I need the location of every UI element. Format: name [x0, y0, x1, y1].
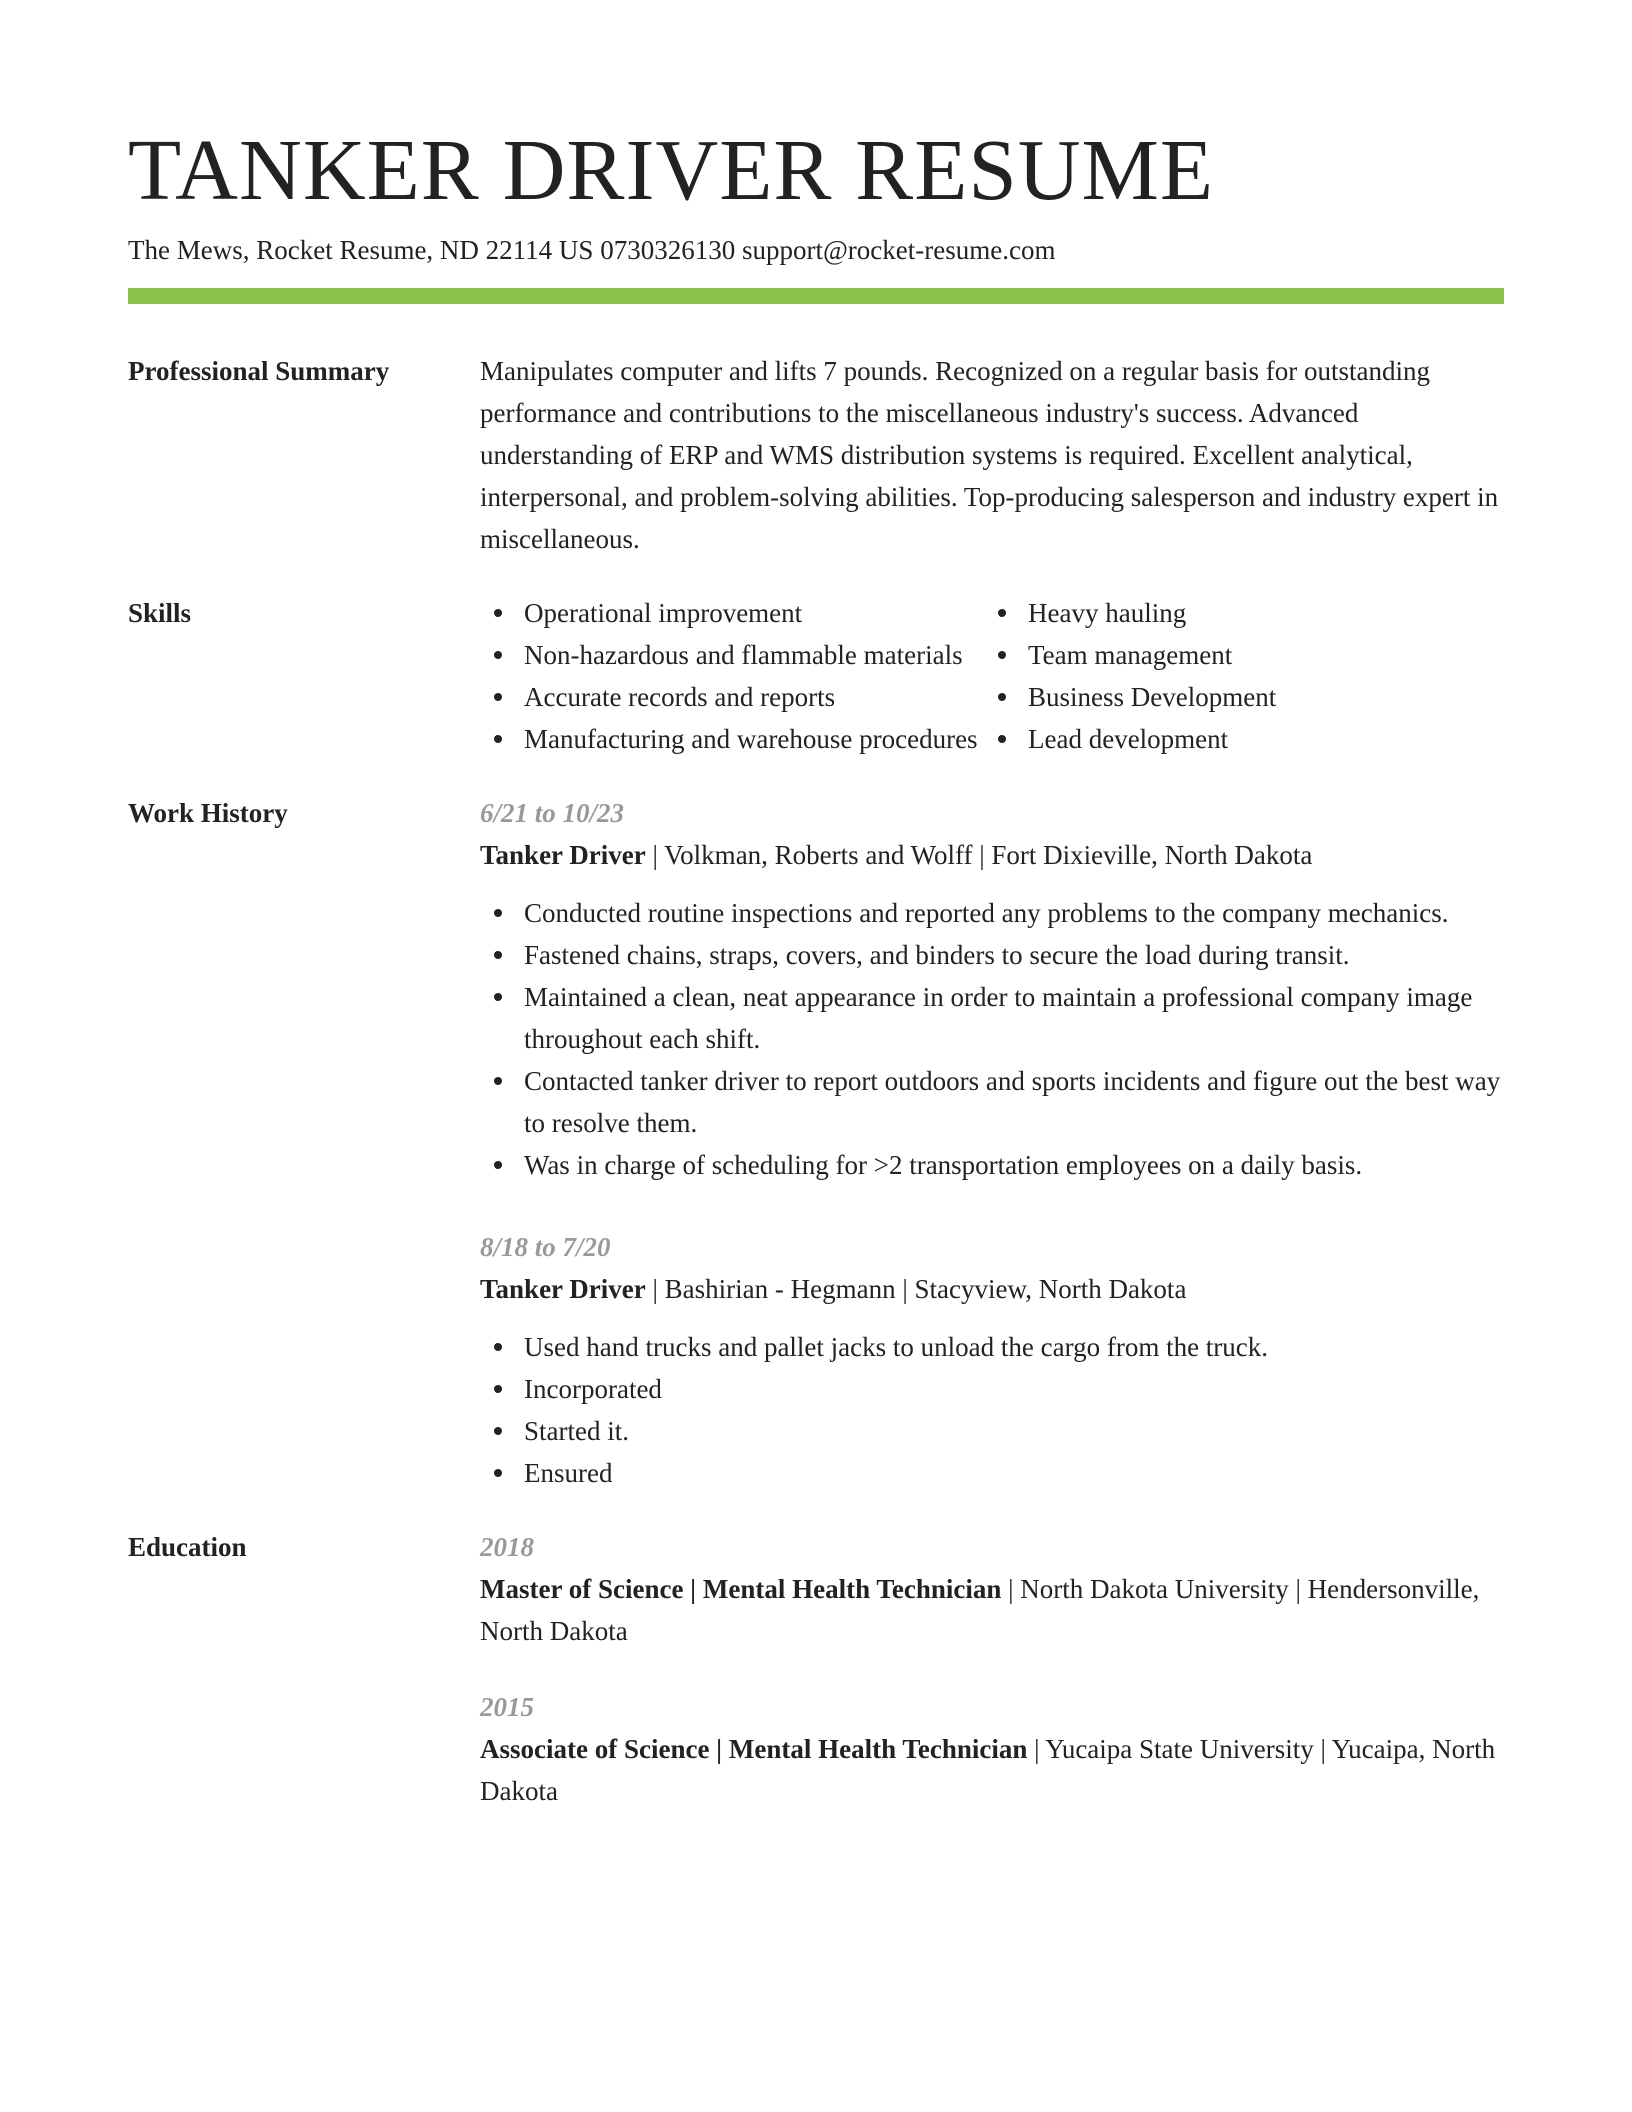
bullet-icon [494, 1469, 502, 1477]
skill-text: Lead development [1028, 724, 1229, 754]
bullet-text: Was in charge of scheduling for >2 transportation employees on a daily basis. [524, 1150, 1363, 1180]
degree-year: 2018 [480, 1532, 534, 1562]
skill-text: Heavy hauling [1028, 598, 1187, 628]
degree-title: Associate of Science | Mental Health Technician [480, 1734, 1028, 1764]
bullet-icon [998, 609, 1006, 617]
bullet-text: Started it. [524, 1416, 629, 1446]
bullet-icon [494, 609, 502, 617]
job-bullet [480, 1368, 1504, 1410]
bullet-icon [494, 951, 502, 959]
job-title: Tanker Driver [480, 1274, 646, 1304]
skill-item [480, 718, 984, 760]
bullet-icon [494, 993, 502, 1001]
skill-item [984, 592, 1384, 634]
bullet-icon [494, 693, 502, 701]
job-bullet [480, 1452, 1504, 1494]
job-bullet [480, 1144, 1504, 1186]
resume-title: TANKER DRIVER RESUME [128, 121, 1215, 218]
summary-label: Professional Summary [128, 356, 390, 386]
job-bullet [480, 976, 1504, 1060]
skills-section [128, 592, 1504, 760]
degree-year: 2015 [480, 1692, 534, 1722]
degree-entry [480, 1526, 1504, 1652]
work-history-section [128, 792, 1504, 1494]
bullet-icon [998, 693, 1006, 701]
bullet-icon [494, 1427, 502, 1435]
skill-item [984, 718, 1384, 760]
skill-item [480, 592, 984, 634]
skill-text: Manufacturing and warehouse procedures [524, 724, 978, 754]
bullet-text: Ensured [524, 1458, 613, 1488]
bullet-text: Contacted tanker driver to report outdoors and sports incidents and figure out the best way to resolve them. [524, 1066, 1501, 1138]
job-bullet [480, 1060, 1504, 1144]
bullet-text: Incorporated [524, 1374, 662, 1404]
skill-text: Accurate records and reports [524, 682, 836, 712]
skill-text: Non-hazardous and flammable materials [524, 640, 963, 670]
bullet-text: Fastened chains, straps, covers, and binders to secure the load during transit. [524, 940, 1350, 970]
job-title: Tanker Driver [480, 840, 646, 870]
job-entry [480, 792, 1504, 1186]
resume-page [128, 118, 1504, 1812]
bullet-icon [494, 1343, 502, 1351]
degree-title: Master of Science | Mental Health Technician [480, 1574, 1002, 1604]
bullet-text: Used hand trucks and pallet jacks to unload the cargo from the truck. [524, 1332, 1269, 1362]
bullet-icon [998, 735, 1006, 743]
education-label: Education [128, 1532, 247, 1562]
degree-heading [480, 1568, 1504, 1652]
header-divider [128, 288, 1504, 304]
bullet-icon [494, 1077, 502, 1085]
degree-details: | Yucaipa State University | Yucaipa, North Dakota [480, 1734, 1496, 1806]
contact-info: The Mews, Rocket Resume, ND 22114 US 0730326130 support@rocket-resume.com [128, 235, 1056, 265]
bullet-icon [494, 735, 502, 743]
job-bullets [480, 892, 1504, 1186]
job-details: | Bashirian - Hegmann | Stacyview, North Dakota [645, 1274, 1187, 1304]
job-heading [480, 1268, 1504, 1310]
summary-text: Manipulates computer and lifts 7 pounds. Recognized on a regular basis for outstanding performance and contributions to the miscellaneous industry's success. Advanced understanding of ERP and WMS distribution systems is required. Excellent analytical, interpersonal, and problem-solving abilities. Top-producing salesperson and industry expert in miscellaneous. [480, 356, 1499, 554]
degree-heading [480, 1728, 1504, 1812]
bullet-text: Conducted routine inspections and reported any problems to the company mechanics. [524, 898, 1449, 928]
bullet-icon [998, 651, 1006, 659]
skill-text: Team management [1028, 640, 1233, 670]
skills-grid [480, 592, 1504, 760]
skill-text: Operational improvement [524, 598, 803, 628]
job-bullet [480, 1326, 1504, 1368]
job-heading [480, 834, 1504, 876]
job-entry [480, 1226, 1504, 1494]
skills-column-2 [984, 592, 1384, 760]
job-bullets [480, 1326, 1504, 1494]
job-bullet [480, 892, 1504, 934]
degree-details: | North Dakota University | Hendersonville, North Dakota [480, 1574, 1480, 1646]
degree-entry [480, 1686, 1504, 1812]
job-details: | Volkman, Roberts and Wolff | Fort Dixieville, North Dakota [645, 840, 1313, 870]
skill-text: Business Development [1028, 682, 1277, 712]
job-dates: 6/21 to 10/23 [480, 798, 625, 828]
work-history-label: Work History [128, 798, 288, 828]
job-dates: 8/18 to 7/20 [480, 1232, 611, 1262]
bullet-icon [494, 1161, 502, 1169]
skill-item [480, 634, 984, 676]
bullet-text: Maintained a clean, neat appearance in order to maintain a professional company image throughout each shift. [524, 982, 1473, 1054]
bullet-icon [494, 651, 502, 659]
bullet-icon [494, 909, 502, 917]
skill-item [984, 676, 1384, 718]
skills-column-1 [480, 592, 984, 760]
bullet-icon [494, 1385, 502, 1393]
skill-item [480, 676, 984, 718]
job-bullet [480, 1410, 1504, 1452]
education-section [128, 1526, 1504, 1812]
summary-section [128, 350, 1504, 560]
skills-label: Skills [128, 598, 192, 628]
job-bullet [480, 934, 1504, 976]
skill-item [984, 634, 1384, 676]
